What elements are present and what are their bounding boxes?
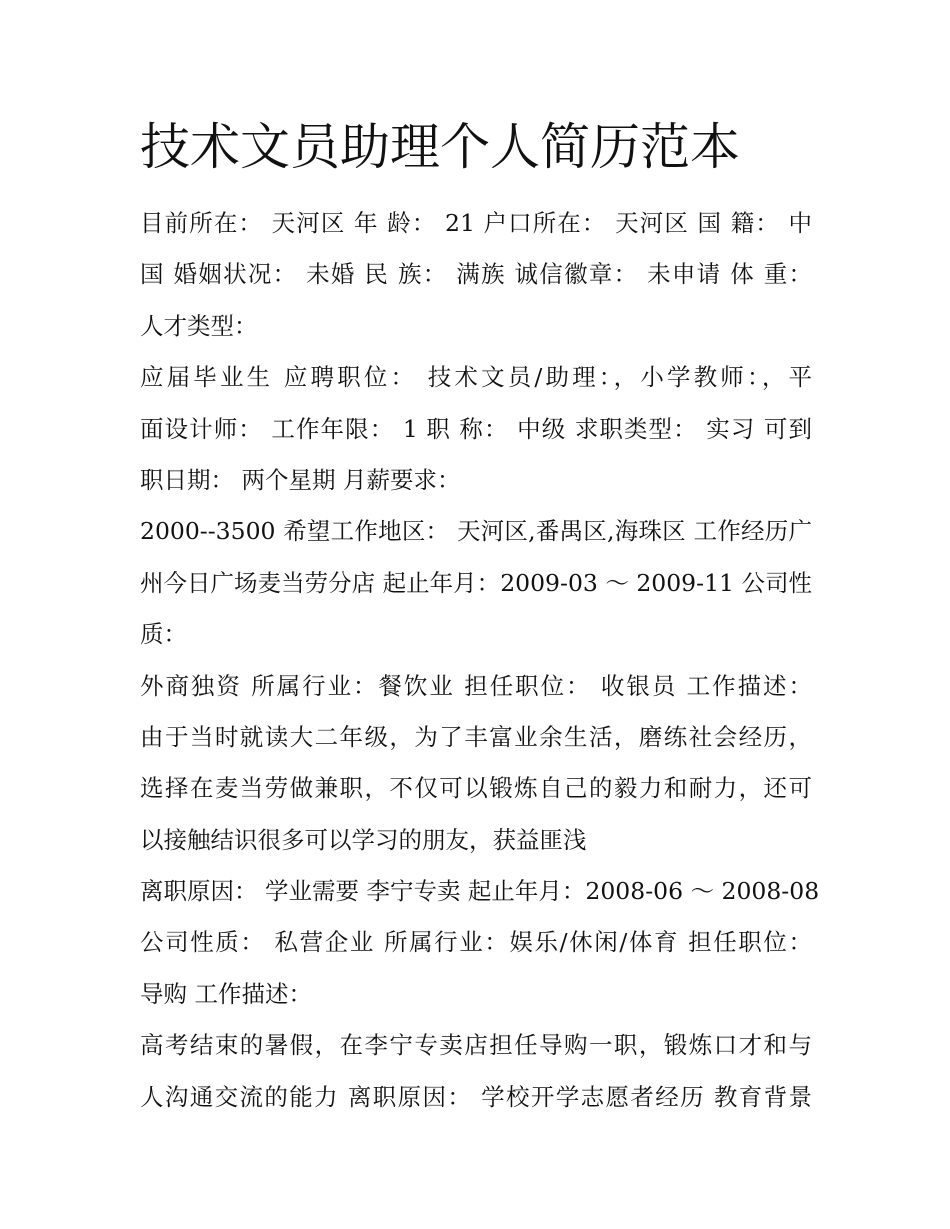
body-line: 质： [140, 620, 187, 649]
body-line: 公司性质： 私营企业 所属行业：娱乐/休闲/体育 担任职位： [140, 928, 812, 957]
body-line: 人沟通交流的能力 离职原因： 学校开学志愿者经历 教育背景 [140, 1082, 812, 1111]
body-line: 高考结束的暑假，在李宁专卖店担任导购一职，锻炼口才和与 [140, 1031, 812, 1060]
body-line: 目前所在： 天河区 年 龄： 21 户口所在： 天河区 国 籍： 中 [140, 209, 812, 237]
body-line: 离职原因： 学业需要 李宁专卖 起止年月：2008-06 ～ 2008-08 [140, 877, 820, 906]
document-title: 技术文员助理个人简历范本 [140, 118, 740, 176]
body-line: 选择在麦当劳做兼职，不仅可以锻炼自己的毅力和耐力，还可 [140, 774, 812, 803]
body-line: 面设计师： 工作年限： 1 职 称： 中级 求职类型： 实习 可到 [140, 414, 812, 443]
document-body [140, 198, 820, 1123]
body-line: 职日期： 两个星期 月薪要求： [140, 465, 461, 494]
body-line: 外商独资 所属行业：餐饮业 担任职位： 收银员 工作描述： [140, 671, 812, 700]
body-line: 人才类型： [140, 311, 258, 340]
body-line: 2000--3500 希望工作地区： 天河区,番禺区,海珠区 工作经历广 [140, 517, 812, 546]
body-line: 由于当时就读大二年级，为了丰富业余生活，磨练社会经历， [140, 722, 812, 751]
body-line: 国 婚姻状况： 未婚 民 族： 满族 诚信徽章： 未申请 体 重： [140, 260, 812, 289]
body-line: 州今日广场麦当劳分店 起止年月：2009-03 ～ 2009-11 公司性 [140, 568, 812, 597]
body-line: 导购 工作描述： [140, 979, 312, 1008]
body-line: 应届毕业生 应聘职位： 技术文员/助理：，小学教师：，平 [140, 363, 812, 392]
body-line: 以接触结识很多可以学习的朋友，获益匪浅 [140, 825, 587, 854]
